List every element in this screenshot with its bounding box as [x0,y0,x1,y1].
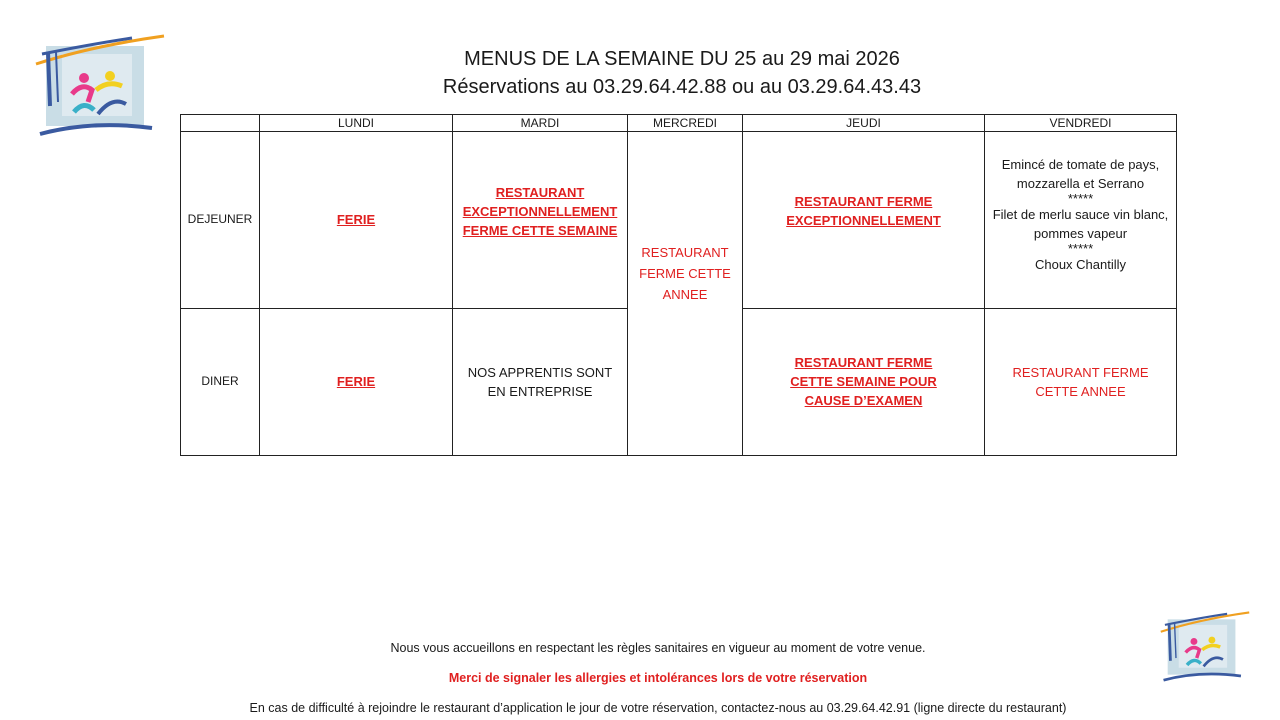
menu-text: RESTAURANT FERME EXCEPTIONNELLEMENT [786,193,941,228]
cell-jeudi-diner [743,308,985,455]
menu-main: Filet de merlu sauce vin blanc, pommes vapeur [992,207,1169,242]
cell-lundi-dejeuner [260,132,453,309]
footer-allergy-note: Merci de signaler les allergies et intolérances lors de votre réservation [448,671,868,685]
table-header-row [181,115,1177,132]
table-row [181,132,1177,309]
reservation-phones: Réservations au 03.29.64.42.88 ou au 03.29.64.43.43 [442,76,922,98]
cell-jeudi-dejeuner [743,132,985,309]
menu-text: NOS APPRENTIS SONT EN ENTREPRISE [467,364,613,399]
menu-dessert: Choux Chantilly [1034,257,1127,273]
menu-text: RESTAURANT EXCEPTIONNELLEMENT FERME CETTE SEMAINE [462,185,618,239]
day-header-mardi: MARDI [453,115,628,132]
row-label-diner: DINER [181,308,260,455]
menu-separator: ***** [1067,241,1094,257]
day-header-vendredi: VENDREDI [985,115,1177,132]
day-header-jeudi: JEUDI [743,115,985,132]
menu-text: FERIE [336,212,376,228]
day-header-lundi: LUNDI [260,115,453,132]
corner-cell [181,115,260,132]
cell-mercredi-closed [628,132,743,456]
menu-text: RESTAURANT FERME CETTE ANNEE [639,245,731,303]
day-header-mercredi: MERCREDI [628,115,743,132]
cell-vendredi-diner [985,308,1177,455]
cell-mardi-dejeuner [453,132,628,309]
cell-mardi-diner [453,308,628,455]
footer-contact-note: En cas de difficulté à rejoindre le restaurant d’application le jour de votre réservation, contactez-nous au 03.29.64.42.91 (ligne directe du restaurant) [249,701,1067,715]
menu-starter: Emincé de tomate de pays, mozzarella et Serrano [1001,157,1160,192]
page-title: MENUS DE LA SEMAINE DU 25 au 29 mai 2026 [464,48,900,70]
footer-sanitary-note: Nous vous accueillons en respectant les règles sanitaires en vigueur au moment de votre venue. [390,641,926,655]
weekly-menu-table [180,114,1177,456]
menu-separator: ***** [1067,191,1094,207]
menu-text: FERIE [336,374,376,390]
cell-vendredi-dejeuner [985,132,1177,309]
cell-lundi-diner [260,308,453,455]
menu-text: RESTAURANT FERME CETTE ANNEE [1012,364,1149,399]
row-label-dejeuner: DEJEUNER [181,132,260,309]
menu-text: RESTAURANT FERME CETTE SEMAINE POUR CAUSE D’EXAMEN [790,355,937,409]
